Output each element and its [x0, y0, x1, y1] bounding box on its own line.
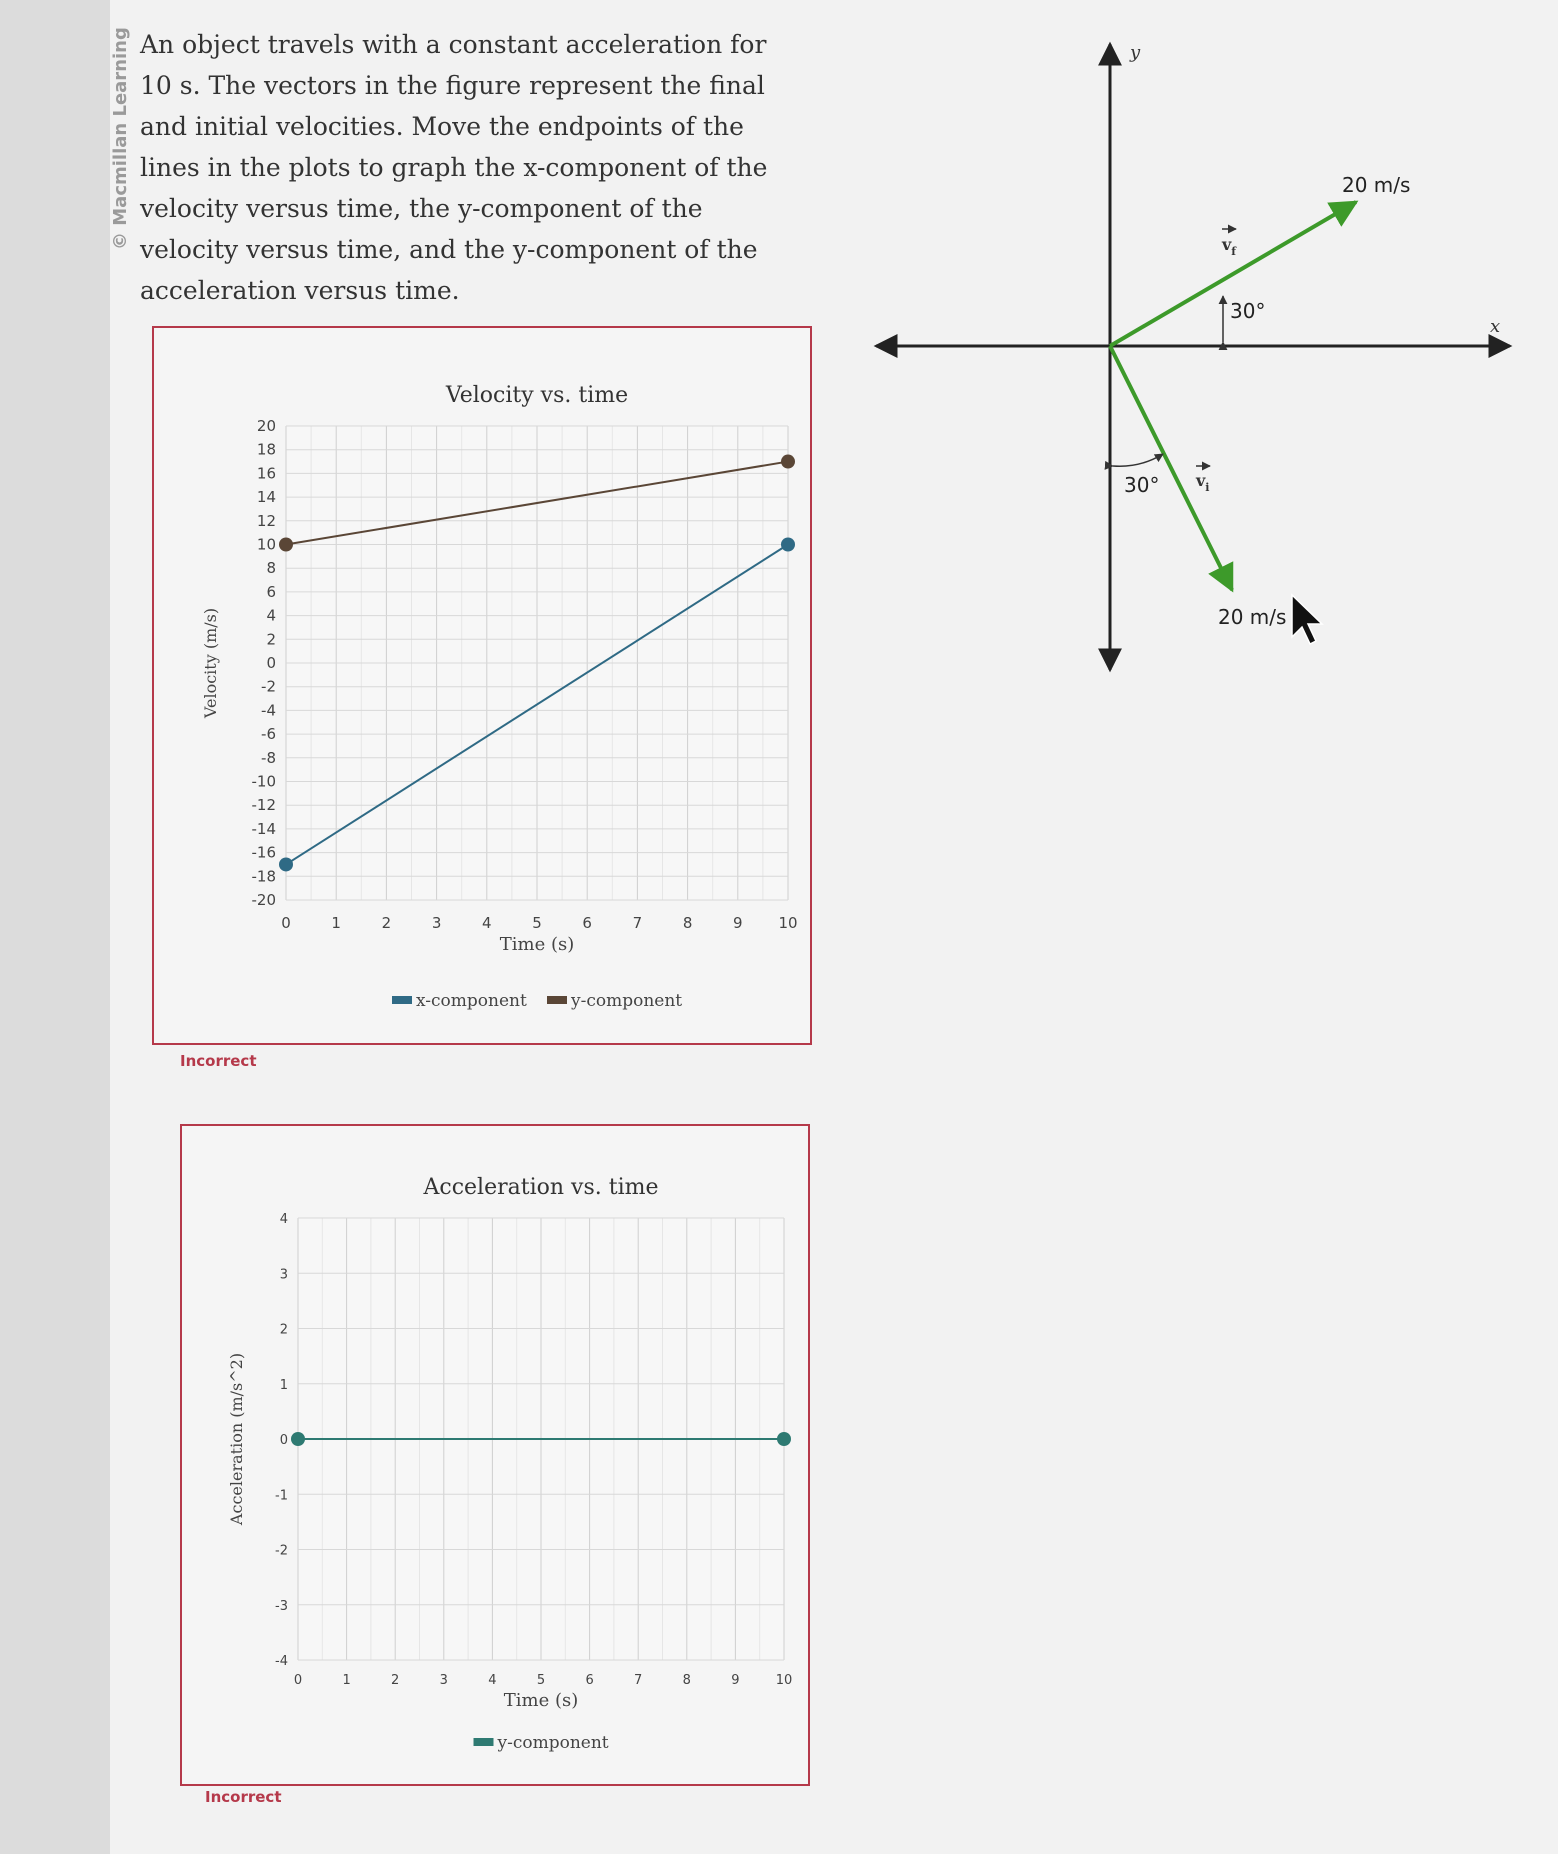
- y-tick-label: -10: [251, 772, 276, 791]
- x-tick-label: 3: [439, 1673, 448, 1688]
- x-tick-label: 2: [381, 914, 392, 932]
- y-tick-label: 2: [266, 630, 276, 649]
- velocity-chart: [154, 328, 810, 1043]
- y-tick-label: 4: [279, 1212, 288, 1227]
- draggable-endpoint-y-component: [777, 1432, 791, 1446]
- y-tick-label: 10: [256, 535, 276, 554]
- y-tick-label: 18: [256, 440, 276, 459]
- mouse-cursor-icon: [1292, 595, 1322, 644]
- x-tick-label: 9: [733, 914, 743, 932]
- y-tick-label: 20: [256, 417, 276, 435]
- x-tick-label: 4: [482, 914, 492, 932]
- x-tick-label: 2: [391, 1673, 400, 1688]
- vf-label: [1221, 235, 1237, 258]
- y-tick-label: 1: [279, 1377, 288, 1393]
- y-tick-label: -20: [251, 891, 276, 909]
- vi-magnitude-label: 20 m/s: [1218, 605, 1287, 629]
- x-axis-label: Time (s): [503, 1690, 579, 1711]
- velocity-vector-figure: [860, 30, 1520, 690]
- vf-subscript: f: [1231, 245, 1237, 258]
- draggable-endpoint-y-component: [291, 1432, 305, 1446]
- acceleration-status: Incorrect: [205, 1788, 282, 1806]
- vi-vector: [1110, 346, 1232, 590]
- y-tick-label: -14: [251, 819, 276, 838]
- publisher-watermark: © Macmillan Learning: [110, 27, 131, 250]
- legend-swatch-y-component: [547, 996, 567, 1004]
- x-tick-label: 6: [582, 914, 592, 932]
- y-tick-label: 12: [256, 511, 276, 530]
- y-tick-label: -2: [275, 1543, 288, 1559]
- vf-angle-label: 30°: [1230, 299, 1266, 323]
- y-tick-label: 3: [279, 1267, 288, 1283]
- y-tick-label: -2: [261, 677, 276, 696]
- y-tick-label: 2: [279, 1322, 288, 1338]
- y-tick-label: -4: [275, 1654, 288, 1669]
- y-axis-label: Velocity (m/s): [201, 607, 220, 719]
- y-tick-label: 0: [266, 654, 276, 672]
- y-tick-label: -6: [261, 725, 276, 744]
- vi-label: [1195, 471, 1209, 494]
- x-tick-label: 1: [331, 914, 341, 932]
- legend-label-y-component: y-component: [571, 991, 683, 1011]
- draggable-endpoint-x-component: [781, 538, 795, 552]
- y-tick-label: -12: [251, 796, 276, 815]
- velocity-status: Incorrect: [180, 1052, 257, 1070]
- vi-angle-label: 30°: [1124, 473, 1160, 497]
- vi-angle-arc: [1113, 454, 1163, 466]
- legend-swatch-x-component: [392, 996, 412, 1004]
- y-tick-label: -3: [275, 1598, 288, 1614]
- legend-label-x-component: x-component: [416, 991, 527, 1011]
- x-tick-label: 4: [488, 1673, 497, 1688]
- y-tick-label: -16: [251, 843, 276, 862]
- y-tick-label: -4: [261, 701, 276, 720]
- y-tick-label: -8: [261, 748, 276, 767]
- vi-letter: v: [1196, 471, 1206, 490]
- velocity-plot-panel: [152, 326, 812, 1045]
- draggable-endpoint-y-component: [279, 538, 293, 552]
- x-tick-label: 7: [632, 914, 643, 932]
- question-text: An object travels with a constant acceleration for 10 s. The vectors in the figure represent the final and initial velocities. Move the endpoints of the lines in the plots to graph the x-component of the velocity versus time, the y-component of the velocity versus time, and the y-component of the acceleration versus time.: [140, 30, 768, 305]
- y-tick-label: 0: [279, 1433, 288, 1448]
- y-tick-label: 8: [266, 559, 276, 578]
- vf-magnitude-label: 20 m/s: [1342, 173, 1411, 197]
- chart-title: Acceleration vs. time: [423, 1175, 659, 1200]
- y-tick-label: 16: [256, 464, 276, 483]
- x-tick-label: 10: [778, 914, 798, 932]
- y-tick-label: 14: [256, 488, 276, 507]
- x-tick-label: 8: [682, 1673, 691, 1688]
- chart-title: Velocity vs. time: [445, 383, 629, 408]
- x-tick-label: 3: [431, 914, 442, 932]
- y-tick-label: -1: [275, 1488, 288, 1504]
- vi-subscript: i: [1205, 481, 1210, 494]
- vf-vector: [1110, 202, 1356, 346]
- x-tick-label: 0: [293, 1673, 303, 1688]
- draggable-endpoint-x-component: [279, 857, 293, 871]
- x-axis-label: x: [1490, 316, 1501, 337]
- legend-swatch-y-component: [474, 1738, 494, 1746]
- y-tick-label: 4: [266, 606, 276, 625]
- acceleration-chart: [182, 1126, 808, 1784]
- vf-letter: v: [1222, 235, 1232, 254]
- x-tick-label: 0: [281, 914, 291, 932]
- x-axis-label: Time (s): [499, 934, 575, 955]
- legend-label-y-component: y-component: [497, 1733, 609, 1753]
- x-tick-label: 7: [634, 1673, 643, 1688]
- y-axis-label: y: [1130, 42, 1141, 63]
- acceleration-plot-panel: [180, 1124, 810, 1786]
- y-tick-label: -18: [251, 867, 276, 886]
- x-tick-label: 8: [682, 914, 693, 932]
- x-tick-label: 6: [585, 1673, 594, 1688]
- x-tick-label: 10: [775, 1673, 793, 1688]
- x-tick-label: 9: [731, 1673, 740, 1688]
- x-tick-label: 1: [342, 1673, 351, 1688]
- x-tick-label: 5: [536, 1673, 546, 1688]
- y-tick-label: 6: [266, 582, 276, 601]
- y-axis-label: Acceleration (m/s^2): [227, 1352, 246, 1526]
- x-tick-label: 5: [532, 914, 542, 932]
- draggable-endpoint-y-component: [781, 455, 795, 469]
